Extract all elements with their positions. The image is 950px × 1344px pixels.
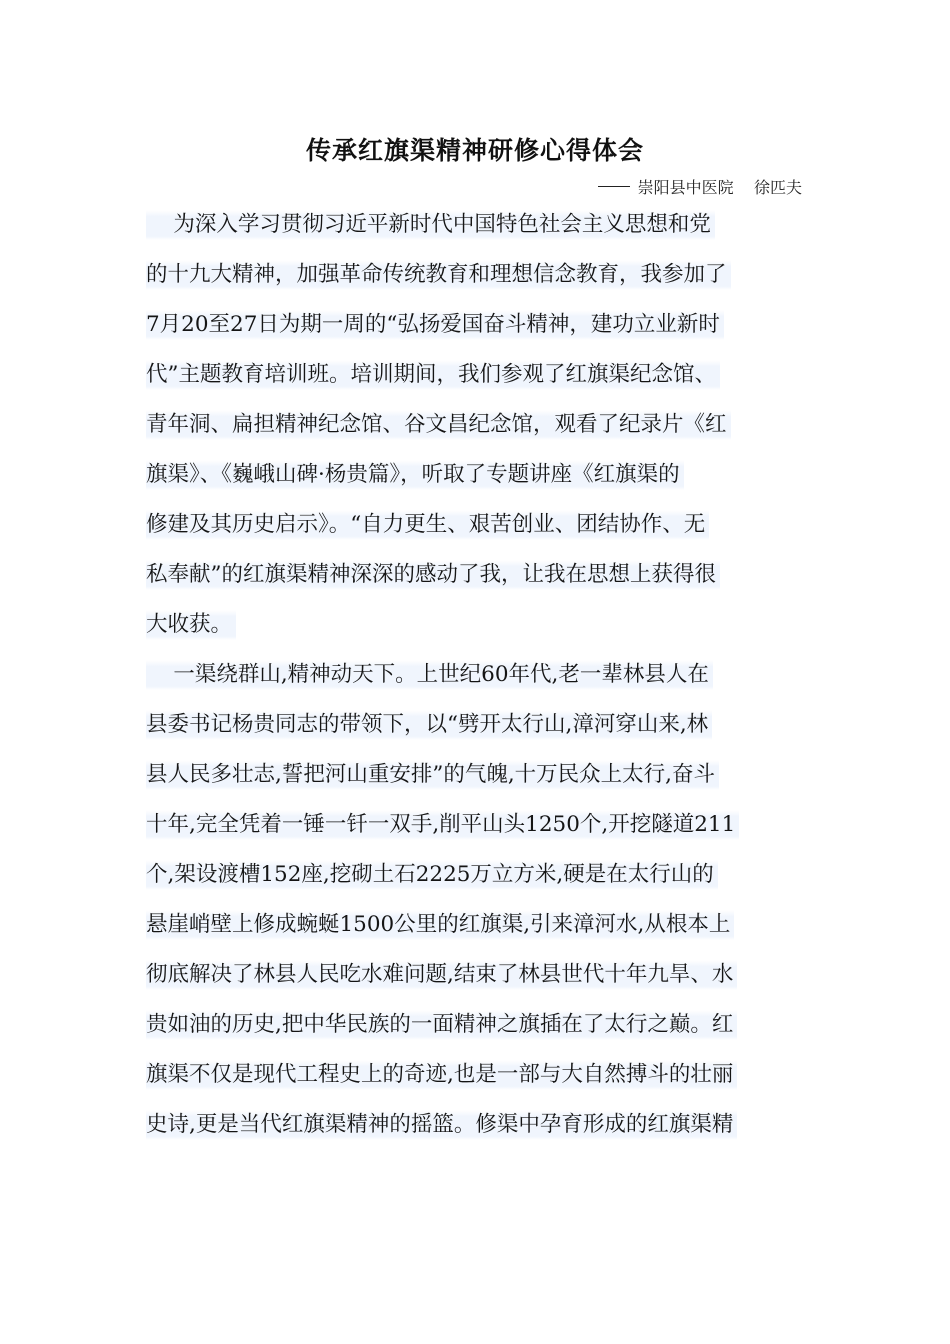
author-info: 崇阳县中医院 徐匹夫: [637, 178, 802, 197]
paragraph-line: 贵如油的历史,把中华民族的一面精神之旗插在了太行之巅。红: [146, 1010, 737, 1040]
paragraph-line: 史诗,更是当代红旗渠精神的摇篮。修渠中孕育形成的红旗渠精: [146, 1110, 737, 1140]
paragraph-line: 县人民多壮志,誓把河山重安排”的气魄,十万民众上太行,奋斗: [146, 760, 719, 790]
paragraph-line: 为深入学习贯彻习近平新时代中国特色社会主义思想和党: [146, 210, 715, 240]
paragraph-line: 一渠绕群山,精神动天下。上世纪60年代,老一辈林县人在: [146, 660, 713, 690]
paragraph-line: 个,架设渡槽152座,挖砌土石2225万立方米,硬是在太行山的: [146, 860, 718, 890]
paragraph-line: 大收获。: [146, 610, 236, 640]
paragraph-line: 悬崖峭壁上修成蜿蜒1500公里的红旗渠,引来漳河水,从根本上: [146, 910, 734, 940]
paragraph-line: 旗渠不仅是现代工程史上的奇迹,也是一部与大自然搏斗的壮丽: [146, 1060, 737, 1090]
paragraph-line: 7月20至27日为期一周的“弘扬爱国奋斗精神，建功立业新时: [146, 310, 724, 340]
dash-mark: [598, 186, 630, 187]
document-byline: [598, 176, 802, 200]
paragraph-line: 县委书记杨贵同志的带领下，以“劈开太行山,漳河穿山来,林: [146, 710, 712, 740]
paragraph-line: 代”主题教育培训班。培训期间，我们参观了红旗渠纪念馆、: [146, 360, 720, 390]
document-title: 传承红旗渠精神研修心得体会: [305, 136, 644, 165]
paragraph-line: 彻底解决了林县人民吃水难问题,结束了林县世代十年九旱、水: [146, 960, 737, 990]
paragraph-line: 的十九大精神，加强革命传统教育和理想信念教育，我参加了: [146, 260, 731, 290]
paragraph-line: 修建及其历史启示》。“自力更生、艰苦创业、团结协作、无: [146, 510, 709, 540]
paragraph-line: 私奉献”的红旗渠精神深深的感动了我，让我在思想上获得很: [146, 560, 720, 590]
paragraph-line: 青年洞、扁担精神纪念馆、谷文昌纪念馆，观看了纪录片《红: [146, 410, 731, 440]
paragraph-line: 十年,完全凭着一锤一钎一双手,削平山头1250个,开挖隧道211: [146, 810, 739, 840]
paragraph-line: 旗渠》、《巍峨山碑·杨贵篇》，听取了专题讲座《红旗渠的: [146, 460, 684, 490]
